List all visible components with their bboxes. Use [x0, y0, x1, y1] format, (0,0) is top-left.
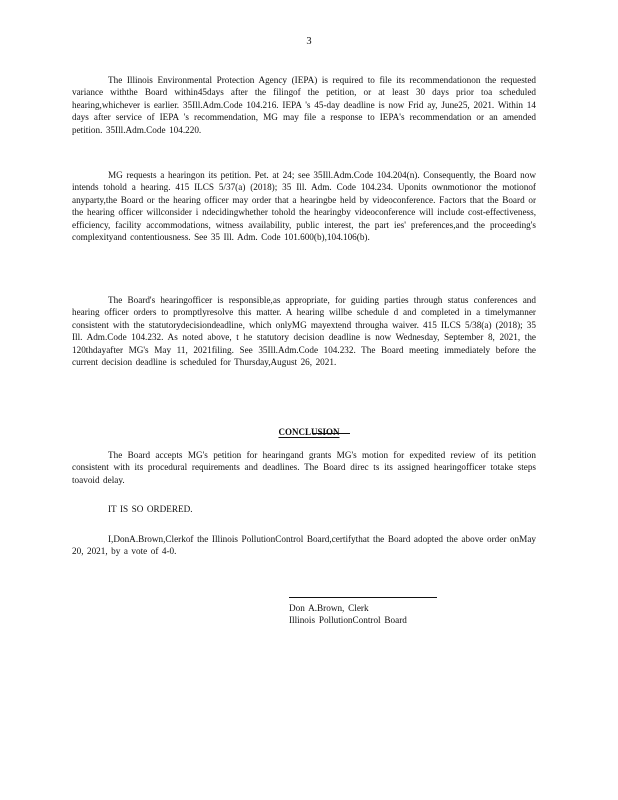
paragraph-hearing-request: MG requests a hearingon its petition. Pet. at 24; see 35Ill.Adm.Code 104.204(n). Consequently, the Board now intends tohold a hearing. 415 ILCS 5/37(a) (2018); 35 Ill. Adm. Code 104.234. Uponits ownmotionor the motionof anyparty,the Board or the hearing officer may order that a hearingbe held by videoconference. Factors that the Board or the hearing officer willconsider i ndecidingwhether tohold the hearingby videoconference will include cost-effectiveness, efficiency, facility accommodations, witness availability, public interest, the part ies' preferences,and the proceeding's complexityand contentiousness. See 35 Ill. Adm. Code 101.600(b),104.106(b). — [72, 170, 536, 243]
signature-title: Illinois PollutionControl Board — [289, 615, 407, 625]
signature-line — [289, 597, 437, 598]
section-heading — [0, 422, 618, 440]
page-number: 3 — [306, 36, 312, 47]
paragraph-conclusion: The Board accepts MG's petition for hearingand grants MG's motion for expedited review of its petition consistent with its procedural requirements and deadlines. The Board direc ts its assigned hearingofficer totake steps toavoid delay. — [72, 450, 536, 485]
paragraph-so-ordered: IT IS SO ORDERED. — [108, 504, 193, 514]
heading-underline — [312, 433, 350, 434]
paragraph-hearing-officer: The Board's hearingofficer is responsible,as appropriate, for guiding parties through status conferences and hearing officer orders to promptlyresolve this matter. A hearing willbe schedule d and completed in a timelymanner consistent with the statutorydecisiondeadline, which onlyMG mayextend througha waiver. 415 ILCS 5/38(a) (2018); 35 Ill. Adm.Code 104.232. As noted above, t he statutory decision deadline is now Wednesday, September 8, 2021, the 120thdayafter MG's May 11, 2021filing. See 35Ill.Adm.Code 104.232. The Board meeting immediately before the current decision deadline is scheduled for Thursday,August 26, 2021. — [72, 295, 536, 368]
paragraph-iepa-recommendation: The Illinois Environmental Protection Agency (IEPA) is required to file its recommendationon the requested variance withthe Board within45days after the filingof the petition, or at least 30 days prior toa scheduled hearing,whichever is earlier. 35Ill.Adm.Code 104.216. IEPA 's 45-day deadline is now Frid ay, June25, 2021. Within 14 days after service of IEPA 's recommendation, MG may file a response to IEPA's recommendation or an amended petition. 35Ill.Adm.Code 104.220. — [72, 75, 536, 135]
signature-name: Don A.Brown, Clerk — [289, 603, 369, 613]
paragraph-clerk-certification: I,DonA.Brown,Clerkof the Illinois PollutionControl Board,certifythat the Board adopted the above order onMay 20, 2021, by a vote of 4-0. — [72, 534, 536, 557]
conclusion-heading: CONCLUSION — [278, 427, 340, 437]
